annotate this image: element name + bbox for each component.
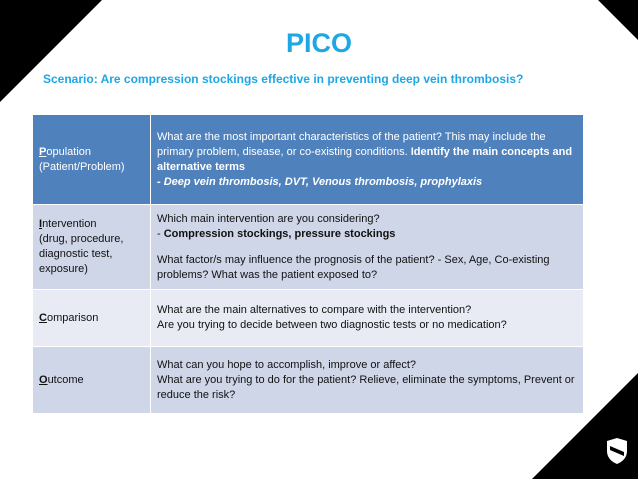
- row-initial: C: [39, 311, 47, 324]
- scenario-text: Scenario: Are compression stockings effective in preventing deep vein thrombosis?: [43, 72, 524, 86]
- row-content-population: [151, 115, 584, 205]
- question-text: Are you trying to decide between two diagnostic tests or no medication?: [157, 319, 507, 331]
- table-row-outcome: [33, 347, 584, 414]
- row-label-comparison: [33, 290, 151, 347]
- question-text: What are the most important characteristics of the patient? This may include the primary problem, disease, or co-existing conditions.: [157, 130, 546, 158]
- answer-text: - Deep vein thrombosis, DVT, Venous thrombosis, prophylaxis: [157, 175, 483, 188]
- row-label-outcome: [33, 347, 151, 414]
- row-label-intervention: [33, 205, 151, 290]
- row-label-rest: utcome: [47, 373, 84, 386]
- row-initial: O: [39, 373, 48, 386]
- row-label-sub: (Patient/Problem): [39, 160, 125, 173]
- question-emphasis: Identify the main concepts and alternative terms: [157, 145, 573, 173]
- answer-text: Compression stockings, pressure stockings: [163, 227, 396, 240]
- row-label-rest: opulation: [46, 145, 91, 158]
- row-label-rest: ntervention: [42, 218, 97, 230]
- row-label-sub: (drug, procedure, diagnostic test, exposure): [39, 233, 124, 275]
- row-label-population: [33, 115, 151, 205]
- question-text: What are the main alternatives to compare with the intervention?: [157, 304, 472, 316]
- row-content-comparison: [151, 290, 584, 347]
- shield-logo-icon: [606, 437, 628, 465]
- answer-prefix: -: [157, 227, 164, 240]
- pico-table: [32, 114, 584, 414]
- question-text: What can you hope to accomplish, improve or affect?: [157, 358, 417, 371]
- page-title: PICO: [285, 28, 352, 58]
- question-text: What factor/s may influence the prognosis of the patient? - Sex, Age, Co-existing problems? What was the patient exposed to?: [157, 253, 550, 281]
- table-row-population: [33, 115, 584, 205]
- question-text: Which main intervention are you considering?: [157, 212, 380, 225]
- row-label-rest: omparison: [46, 311, 99, 324]
- row-content-outcome: [151, 347, 584, 414]
- row-initial: I: [39, 218, 43, 230]
- table-row-comparison: [33, 290, 584, 347]
- row-content-intervention: [151, 205, 584, 290]
- row-initial: P: [39, 145, 47, 158]
- table-row-intervention: [33, 205, 584, 290]
- question-text: What are you trying to do for the patient? Relieve, eliminate the symptoms, Prevent or reduce the risk?: [157, 373, 575, 401]
